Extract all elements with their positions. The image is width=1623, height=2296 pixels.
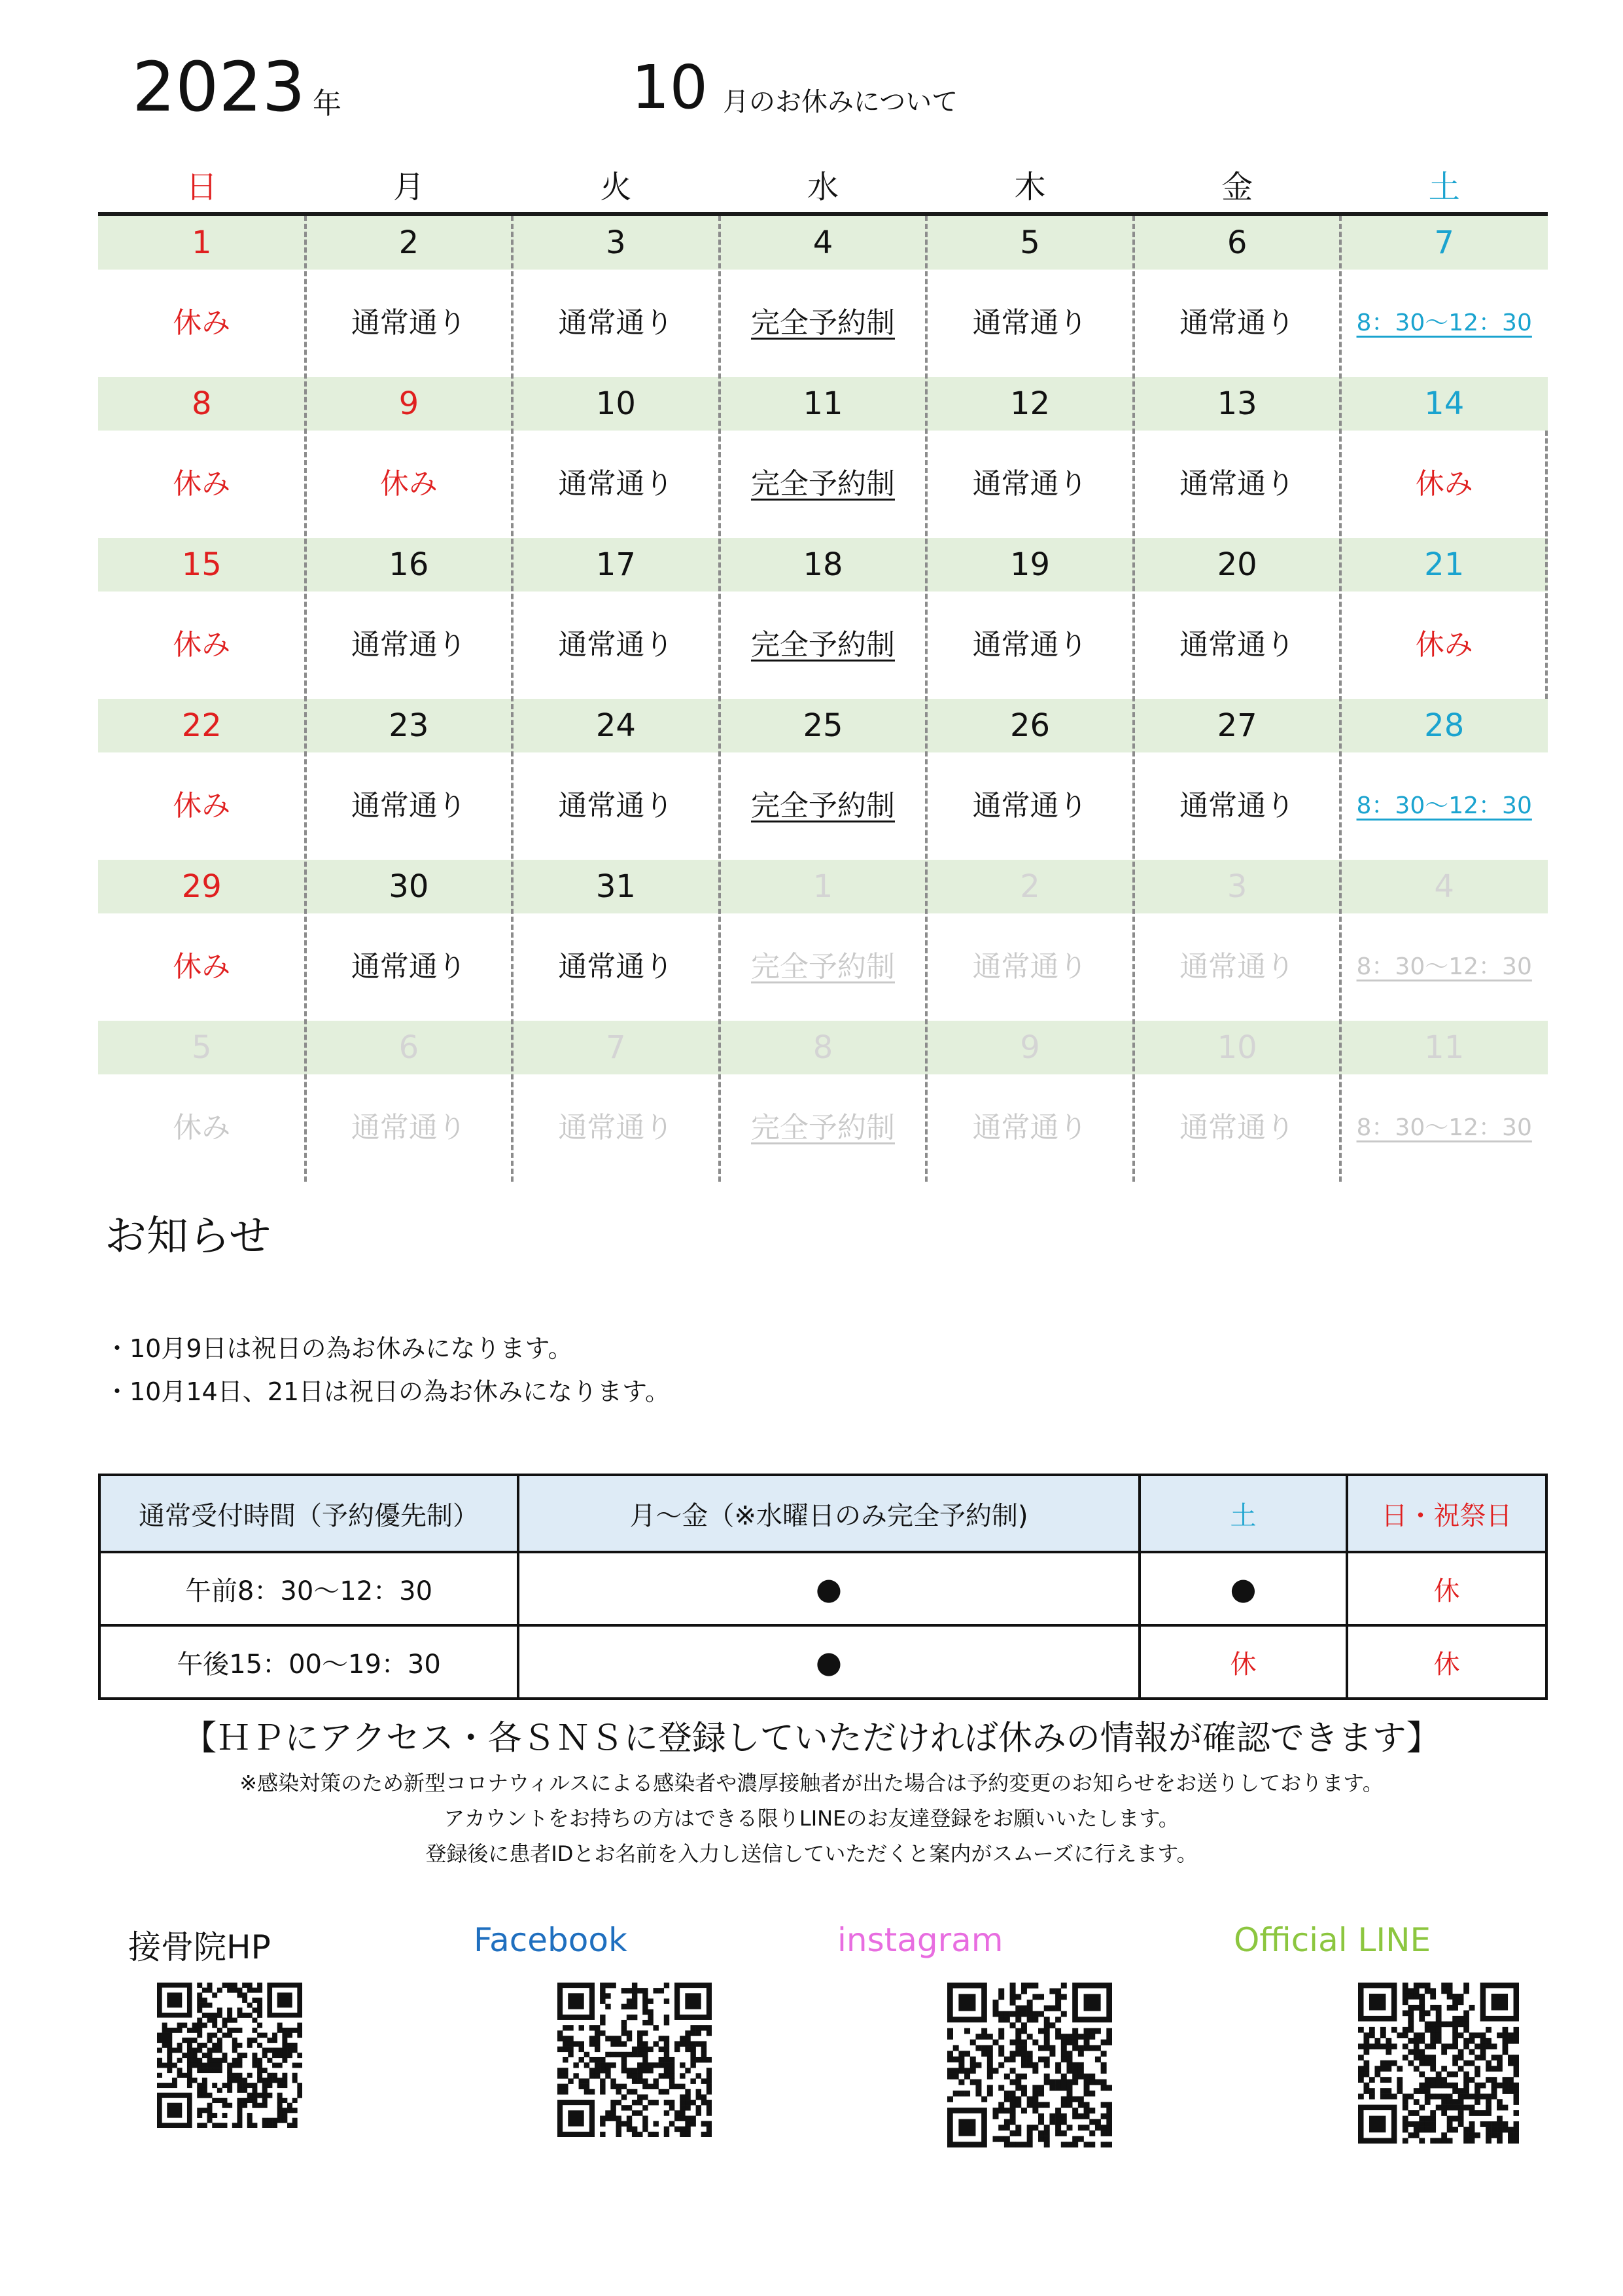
hours-open-mark: ● [815,1571,843,1606]
calendar-status: 通常通り [972,467,1088,501]
column-divider [925,216,928,1182]
calendar-date: 4 [812,224,833,261]
calendar-date: 14 [1424,385,1465,422]
qr-pattern [1358,1983,1519,2144]
hours-header-holiday: 日・祝祭日 [1348,1476,1545,1551]
calendar-status: 8：30～12：30 [1356,309,1532,336]
hours-open-mark: ● [815,1644,843,1680]
calendar-status: 休み [173,467,231,501]
hours-header-weekday: 月～金（※水曜日のみ完全予約制) [519,1476,1138,1551]
qr-pattern [157,1983,302,2128]
calendar-date: 3 [1227,868,1248,905]
column-divider [1339,216,1342,1182]
calendar-status: 完全予約制 [750,467,895,501]
column-divider [1132,216,1135,1182]
calendar-date: 11 [1424,1029,1465,1066]
table-divider [101,1551,1545,1553]
hours-closed-mark: 休 [1433,1649,1460,1680]
calendar-status: 休み [173,1111,231,1144]
calendar-date: 9 [398,385,419,422]
page-title: 月のお休みについて [723,87,958,117]
calendar-date: 9 [1020,1029,1040,1066]
notice-item: ・10月14日、21日は祝日の為お休みになります。 [105,1377,671,1406]
calendar-status: 休み [379,467,438,501]
calendar-status: 完全予約制 [750,950,895,983]
calendar-status: 通常通り [558,467,674,501]
calendar-date: 5 [1020,224,1040,261]
calendar-date: 12 [1010,385,1051,422]
weekday-header: 金 [1221,169,1253,205]
calendar-status: 通常通り [1179,467,1295,501]
calendar-status: 通常通り [558,789,674,822]
hours-open-mark: ● [1230,1571,1257,1606]
footer-note: アカウントをお持ちの方はできる限りLINEのお友達登録をお願いいたします。 [444,1806,1179,1831]
calendar-status: 休み [173,789,231,822]
calendar-date: 18 [803,546,843,583]
calendar-date: 20 [1217,546,1257,583]
calendar-date: 30 [389,868,429,905]
calendar-status: 8：30～12：30 [1356,792,1532,819]
column-divider [511,216,514,1182]
calendar-status: 休み [173,950,231,983]
column-divider [1545,431,1548,699]
month: 10 [631,52,708,122]
calendar-status: 通常通り [972,950,1088,983]
calendar-status: 完全予約制 [750,1111,895,1144]
qr-code-icon[interactable] [1358,1983,1519,2146]
column-divider [304,216,307,1182]
calendar-date: 10 [1217,1029,1257,1066]
calendar-status: 通常通り [972,306,1088,340]
calendar-date: 7 [606,1029,626,1066]
calendar-status: 休み [1415,628,1473,662]
calendar-status: 通常通り [351,306,466,340]
qr-code-icon[interactable] [947,1983,1112,2150]
calendar-date: 29 [181,868,222,905]
calendar-date: 23 [389,707,429,744]
calendar-date: 31 [595,868,636,905]
calendar-date: 11 [803,385,843,422]
calendar-date: 28 [1424,707,1465,744]
notice-item: ・10月9日は祝日の為お休みになります。 [105,1334,573,1363]
calendar-status: 通常通り [1179,950,1295,983]
calendar-status: 通常通り [351,950,466,983]
calendar-status: 通常通り [351,1111,466,1144]
table-divider [1346,1476,1348,1697]
calendar-date: 6 [1227,224,1248,261]
calendar-date: 6 [398,1029,419,1066]
calendar [98,162,1548,1183]
table-divider [101,1624,1545,1627]
calendar-date: 27 [1217,707,1257,744]
qr-pattern [557,1983,712,2137]
calendar-date: 1 [192,224,212,261]
calendar-date: 10 [595,385,636,422]
year: 2023 [132,47,305,127]
hours-table [98,1474,1548,1700]
calendar-status: 通常通り [351,789,466,822]
hours-header-label: 通常受付時間（予約優先制） [101,1476,517,1551]
calendar-status: 完全予約制 [750,306,895,340]
calendar-status: 通常通り [972,1111,1088,1144]
table-divider [517,1476,519,1697]
calendar-date: 22 [181,707,222,744]
year-suffix: 年 [313,87,341,120]
weekday-header: 水 [807,169,839,205]
calendar-date: 8 [812,1029,833,1066]
calendar-date: 2 [1020,868,1040,905]
calendar-status: 通常通り [972,789,1088,822]
calendar-status: 通常通り [1179,1111,1295,1144]
calendar-date: 25 [803,707,843,744]
weekday-header: 土 [1428,169,1460,205]
calendar-status: 通常通り [1179,628,1295,662]
calendar-status: 通常通り [558,1111,674,1144]
calendar-date: 16 [389,546,429,583]
calendar-status: 通常通り [558,628,674,662]
weekday-header: 木 [1014,169,1046,205]
qr-label-homepage: 接骨院HP [128,1928,271,1966]
calendar-date: 15 [181,546,222,583]
calendar-date: 3 [606,224,626,261]
hours-closed-mark: 休 [1433,1576,1460,1606]
calendar-date: 19 [1010,546,1051,583]
weekday-header: 火 [600,169,632,205]
calendar-status: 8：30～12：30 [1356,1114,1532,1141]
calendar-status: 通常通り [1179,789,1295,822]
qr-code-icon[interactable] [157,1983,302,2130]
calendar-date: 4 [1434,868,1454,905]
qr-pattern [947,1983,1112,2147]
sns-headline: 【ＨＰにアクセス・各ＳＮＳに登録していただければ休みの情報が確認できます】 [183,1719,1440,1758]
qr-label-facebook: Facebook [474,1921,627,1959]
weekday-header: 月 [393,169,425,205]
calendar-status: 通常通り [558,306,674,340]
qr-label-instagram: instagram [837,1921,1003,1959]
calendar-status: 通常通り [351,628,466,662]
calendar-status: 8：30～12：30 [1356,953,1532,980]
calendar-status: 休み [173,628,231,662]
calendar-date: 17 [595,546,636,583]
footer-note: ※感染対策のため新型コロナウィルスによる感染者や濃厚接触者が出た場合は予約変更のお知らせをお送りしております。 [239,1771,1384,1795]
calendar-date: 8 [192,385,212,422]
calendar-status: 休み [173,306,231,340]
hours-row-label: 午前8：30～12：30 [184,1576,433,1606]
qr-code-icon[interactable] [557,1983,712,2140]
column-divider [718,216,721,1182]
calendar-status: 通常通り [1179,306,1295,340]
calendar-status: 休み [1415,467,1473,501]
footer-note: 登録後に患者IDとお名前を入力し送信していただくと案内がスムーズに行えます。 [425,1841,1198,1866]
calendar-date: 1 [812,868,833,905]
hours-closed-mark: 休 [1230,1649,1257,1680]
calendar-status: 通常通り [558,950,674,983]
weekday-header: 日 [186,169,218,205]
hours-row-label: 午後15：00～19：30 [177,1649,441,1680]
notice-title: お知らせ [105,1212,271,1261]
calendar-status: 通常通り [972,628,1088,662]
qr-label-line: Official LINE [1234,1921,1431,1959]
calendar-status: 完全予約制 [750,628,895,662]
table-divider [1138,1476,1141,1697]
calendar-date: 26 [1010,707,1051,744]
calendar-date: 21 [1424,546,1465,583]
calendar-date: 7 [1434,224,1454,261]
calendar-date: 13 [1217,385,1257,422]
calendar-date: 5 [192,1029,212,1066]
calendar-date: 24 [595,707,636,744]
calendar-date: 2 [398,224,419,261]
hours-header-saturday: 土 [1141,1476,1346,1551]
calendar-status: 完全予約制 [750,789,895,822]
